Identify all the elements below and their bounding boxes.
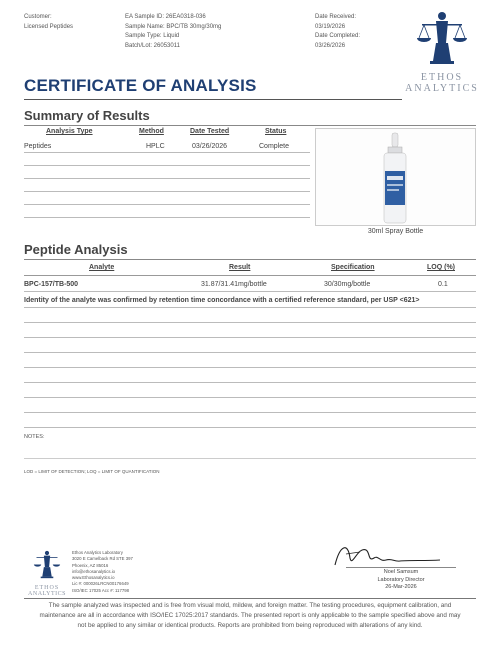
signer-block <box>346 569 456 592</box>
disclaimer-line: The sample analyzed was inspected and is free from visual mold, mildew, and foreign matter. The testing procedures, equipment calibration, and <box>48 602 452 609</box>
lab-address: 3020 E Camelback Rd STE 397 <box>72 556 133 562</box>
summary-row-line <box>24 178 310 179</box>
sample-name: Sample Name: BPC/TB 30mg/30mg <box>125 23 222 30</box>
disclaimer-line: not be applied to any similar or identical products. Reports are prohibited from being reproduced with alterations of any kind. <box>77 622 423 629</box>
col-specification: Specification <box>331 264 375 271</box>
summary-row-line <box>24 204 310 205</box>
peptide-row-line <box>24 291 476 292</box>
peptide-row-line <box>24 412 476 413</box>
col-analyte: Analyte <box>89 264 115 271</box>
customer-name: Licensed Peptides <box>24 23 74 30</box>
lab-name: Ethos Analytics Laboratory <box>72 550 123 555</box>
scales-of-justice-icon <box>26 548 68 580</box>
summary-cell-date: 03/26/2026 <box>192 143 228 150</box>
peptide-row-line <box>24 322 476 323</box>
lab-website: www.Ethosanalytics.io <box>72 575 115 581</box>
summary-cell-status: Complete <box>259 143 289 150</box>
date-received-label: Date Received: <box>315 14 357 20</box>
col-date-tested: Date Tested <box>190 128 230 135</box>
peptide-heading: Peptide Analysis <box>24 242 128 257</box>
disclaimer-line: maintenance are all in accordance with ISO/IEC 17025:2017 standards. The presented report is only applicable to the sample specified above and may <box>39 612 461 619</box>
peptide-row-line <box>24 352 476 353</box>
abbreviation-note: LOD = LIMIT OF DETECTION; LOQ = LIMIT OF QUANTIFICATION <box>24 469 160 474</box>
image-caption: 30ml Spray Bottle <box>367 228 424 235</box>
sample-type: Sample Type: Liquid <box>125 33 180 39</box>
footer-divider <box>24 598 476 599</box>
footer-logo-analytics: ANALYTICS <box>28 591 66 597</box>
lab-iso: ISO/IEC 17025 Acc #: 117798 <box>72 587 130 593</box>
company-logo <box>402 8 482 93</box>
product-image <box>315 128 476 226</box>
dates-block <box>315 13 360 51</box>
date-received: 03/19/2026 <box>315 23 346 30</box>
summary-row-line <box>24 152 310 153</box>
lab-info <box>72 550 133 594</box>
peptide-row-line <box>24 337 476 338</box>
peptide-row-line <box>24 427 476 428</box>
footer-logo-ethos: ETHOS <box>34 585 60 591</box>
peptide-row-line <box>24 367 476 368</box>
signature-line <box>346 567 456 568</box>
notes-line <box>24 458 476 459</box>
col-status: Status <box>265 128 287 135</box>
lab-license: Lic #: 000026LRCN00176649 <box>72 581 129 587</box>
col-result: Result <box>229 264 251 271</box>
peptide-row-line <box>24 382 476 383</box>
sample-id: EA Sample ID: 26EA0318-036 <box>125 14 206 20</box>
notes-label: NOTES: <box>24 434 45 440</box>
date-completed: 03/26/2026 <box>315 42 346 49</box>
signer-name: Noel Samsum <box>383 569 419 575</box>
signer-date: 26-Mar-2026 <box>385 584 417 590</box>
peptide-header-line <box>24 275 476 276</box>
signer-role: Laboratory Director <box>377 576 425 583</box>
handwritten-signature <box>330 540 470 570</box>
sample-block <box>125 13 221 51</box>
summary-cell-method: HPLC <box>146 143 165 150</box>
summary-row-line <box>24 191 310 192</box>
summary-cell-type: Peptides <box>24 143 52 150</box>
peptide-row-line <box>24 397 476 398</box>
col-analysis-type: Analysis Type <box>46 128 93 135</box>
date-completed-label: Date Completed: <box>315 33 361 39</box>
summary-row-line <box>24 165 310 166</box>
summary-row-line <box>24 217 310 218</box>
spray-bottle-image <box>316 129 475 225</box>
summary-divider <box>24 125 476 126</box>
customer-label: Customer: <box>24 14 52 20</box>
customer-block <box>24 13 73 32</box>
analyte-cell: BPC-157/TB-500 <box>24 281 79 288</box>
logo-text-analytics: ANALYTICS <box>405 83 479 94</box>
summary-heading: Summary of Results <box>24 108 150 123</box>
scales-of-justice-icon <box>402 8 482 66</box>
loq-cell: 0.1 <box>438 281 448 288</box>
peptide-row-line <box>24 307 476 308</box>
identity-note: Identity of the analyte was confirmed by retention time concordance with a certified reference standard, per USP <621> <box>24 297 420 304</box>
signature <box>330 540 470 570</box>
batch-lot: Batch/Lot: 26053011 <box>125 42 180 49</box>
peptide-divider <box>24 259 476 260</box>
col-loq: LOQ (%) <box>427 264 455 271</box>
title-divider <box>24 99 402 100</box>
lab-city: Phoenix, AZ 85016 <box>72 562 109 568</box>
result-cell: 31.87/31.41mg/bottle <box>201 281 267 288</box>
logo-text-ethos: ETHOS <box>420 72 464 83</box>
lab-email: info@ethosanalytics.io <box>72 568 116 574</box>
specification-cell: 30/30mg/bottle <box>324 281 371 288</box>
col-method: Method <box>139 128 164 135</box>
page-title: CERTIFICATE OF ANALYSIS <box>24 76 257 95</box>
disclaimer <box>10 601 490 631</box>
footer-logo <box>26 548 68 596</box>
